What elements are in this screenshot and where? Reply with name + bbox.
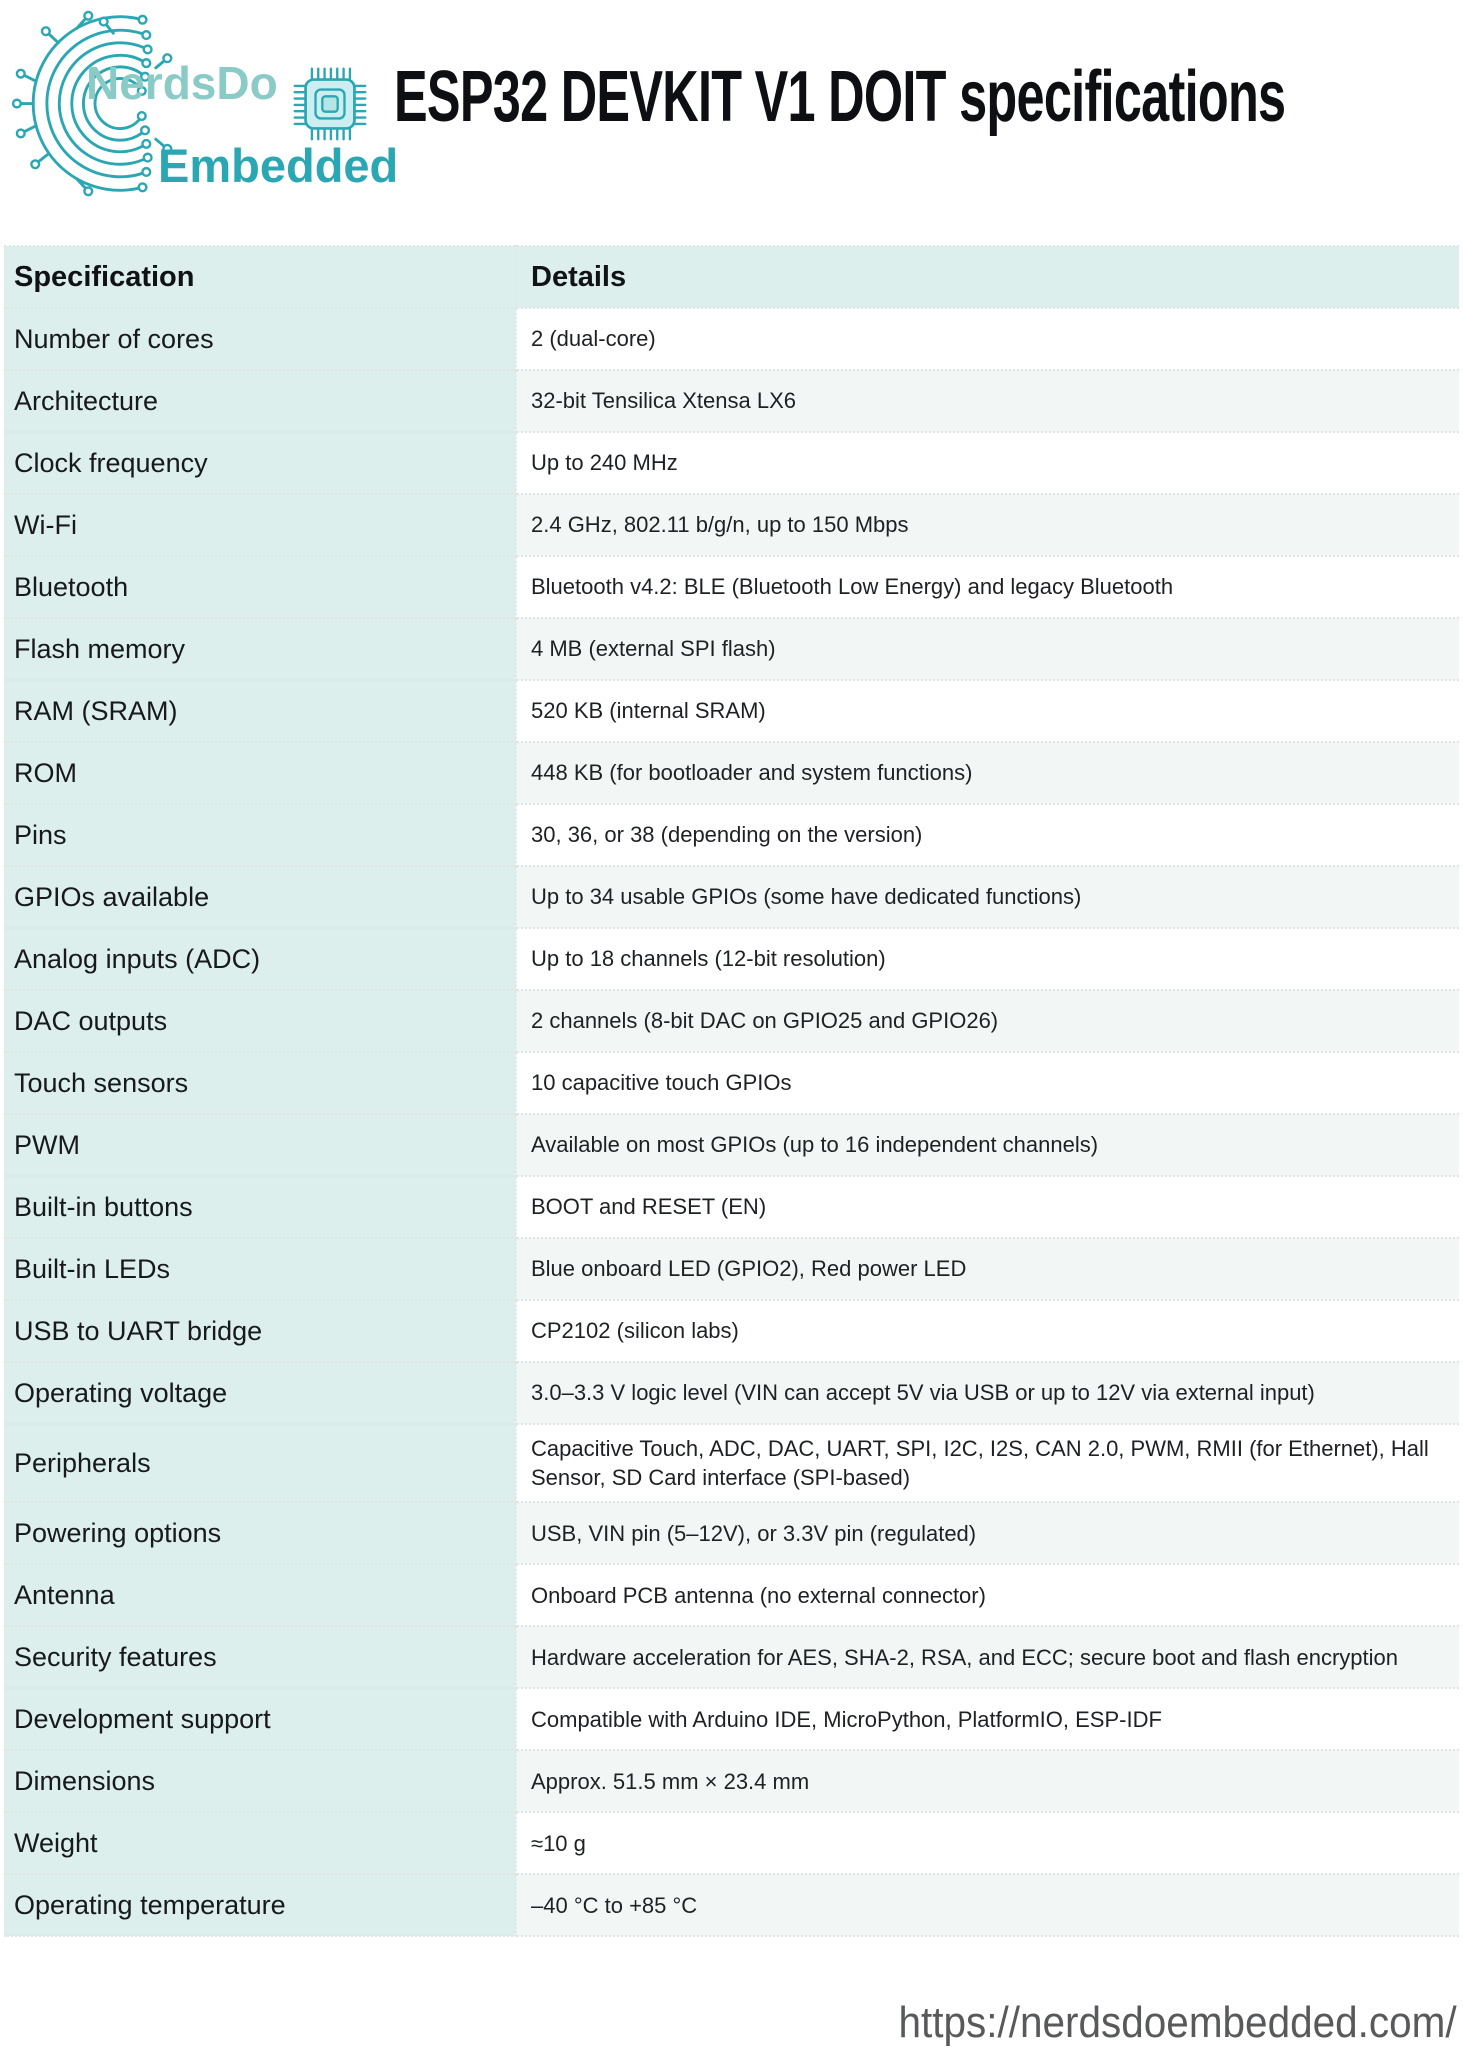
details-cell: Onboard PCB antenna (no external connector) <box>516 1564 1459 1626</box>
table-row <box>4 432 1459 494</box>
table-row <box>4 1564 1459 1626</box>
details-cell: Hardware acceleration for AES, SHA-2, RSA, and ECC; secure boot and flash encryption <box>516 1626 1459 1688</box>
table-row <box>4 1626 1459 1688</box>
details-cell: Up to 18 channels (12-bit resolution) <box>516 928 1459 990</box>
table-row <box>4 990 1459 1052</box>
details-cell: 30, 36, or 38 (depending on the version) <box>516 804 1459 866</box>
spec-cell: PWM <box>4 1114 516 1176</box>
spec-cell: USB to UART bridge <box>4 1300 516 1362</box>
brand-name-bottom: Embedded <box>158 139 399 192</box>
table-row <box>4 1300 1459 1362</box>
table-row <box>4 866 1459 928</box>
table-row <box>4 618 1459 680</box>
table-row <box>4 1114 1459 1176</box>
details-cell: 520 KB (internal SRAM) <box>516 680 1459 742</box>
table-row <box>4 308 1459 370</box>
header <box>0 0 1463 245</box>
spec-cell: Antenna <box>4 1564 516 1626</box>
table-row <box>4 1688 1459 1750</box>
details-cell: Up to 240 MHz <box>516 432 1459 494</box>
table-row <box>4 1750 1459 1812</box>
details-cell: 448 KB (for bootloader and system functions) <box>516 742 1459 804</box>
table-row <box>4 1176 1459 1238</box>
spec-cell: Operating temperature <box>4 1874 516 1936</box>
details-cell: 2 (dual-core) <box>516 308 1459 370</box>
microchip-icon <box>292 66 368 142</box>
table-row <box>4 742 1459 804</box>
spec-cell: Touch sensors <box>4 1052 516 1114</box>
details-cell: Up to 34 usable GPIOs (some have dedicated functions) <box>516 866 1459 928</box>
details-cell: Compatible with Arduino IDE, MicroPython, PlatformIO, ESP-IDF <box>516 1688 1459 1750</box>
table-row <box>4 804 1459 866</box>
spec-table-head <box>4 246 1459 308</box>
table-row <box>4 1812 1459 1874</box>
details-cell: Capacitive Touch, ADC, DAC, UART, SPI, I2C, I2S, CAN 2.0, PWM, RMII (for Ethernet), Hall Sensor, SD Card interface (SPI-based) <box>516 1424 1459 1502</box>
header-row <box>4 246 1459 308</box>
spec-table-body <box>4 308 1459 1936</box>
spec-cell: RAM (SRAM) <box>4 680 516 742</box>
page-title: ESP32 DEVKIT V1 DOIT specifications <box>394 57 1286 137</box>
details-cell: –40 °C to +85 °C <box>516 1874 1459 1936</box>
spec-cell: ROM <box>4 742 516 804</box>
column-header-specification: Specification <box>4 246 516 308</box>
details-cell: ≈10 g <box>516 1812 1459 1874</box>
details-cell: Available on most GPIOs (up to 16 independent channels) <box>516 1114 1459 1176</box>
details-cell: 32-bit Tensilica Xtensa LX6 <box>516 370 1459 432</box>
details-cell: BOOT and RESET (EN) <box>516 1176 1459 1238</box>
table-row <box>4 680 1459 742</box>
column-header-details: Details <box>516 246 1459 308</box>
details-cell: CP2102 (silicon labs) <box>516 1300 1459 1362</box>
spec-cell: DAC outputs <box>4 990 516 1052</box>
table-row <box>4 1238 1459 1300</box>
table-row <box>4 1052 1459 1114</box>
spec-cell: Built-in buttons <box>4 1176 516 1238</box>
spec-cell: Dimensions <box>4 1750 516 1812</box>
details-cell: 4 MB (external SPI flash) <box>516 618 1459 680</box>
spec-cell: Analog inputs (ADC) <box>4 928 516 990</box>
table-row <box>4 928 1459 990</box>
table-row <box>4 1874 1459 1936</box>
details-cell: Approx. 51.5 mm × 23.4 mm <box>516 1750 1459 1812</box>
spec-cell: Operating voltage <box>4 1362 516 1424</box>
spec-cell: Powering options <box>4 1502 516 1564</box>
table-row <box>4 556 1459 618</box>
details-cell: 2 channels (8-bit DAC on GPIO25 and GPIO26) <box>516 990 1459 1052</box>
details-cell: Bluetooth v4.2: BLE (Bluetooth Low Energy) and legacy Bluetooth <box>516 556 1459 618</box>
spec-cell: Development support <box>4 1688 516 1750</box>
details-cell: 2.4 GHz, 802.11 b/g/n, up to 150 Mbps <box>516 494 1459 556</box>
spec-cell: Weight <box>4 1812 516 1874</box>
spec-cell: Clock frequency <box>4 432 516 494</box>
details-cell: 10 capacitive touch GPIOs <box>516 1052 1459 1114</box>
spec-cell: Architecture <box>4 370 516 432</box>
spec-cell: Pins <box>4 804 516 866</box>
details-cell: Blue onboard LED (GPIO2), Red power LED <box>516 1238 1459 1300</box>
table-row <box>4 494 1459 556</box>
table-row <box>4 1424 1459 1502</box>
details-cell: 3.0–3.3 V logic level (VIN can accept 5V via USB or up to 12V via external input) <box>516 1362 1459 1424</box>
site-url-link[interactable]: https://nerdsdoembedded.com/ <box>898 1998 1457 2047</box>
spec-cell: Wi-Fi <box>4 494 516 556</box>
spec-cell: Flash memory <box>4 618 516 680</box>
table-row <box>4 370 1459 432</box>
spec-cell: GPIOs available <box>4 866 516 928</box>
spec-cell: Peripherals <box>4 1424 516 1502</box>
table-row <box>4 1502 1459 1564</box>
details-cell: USB, VIN pin (5–12V), or 3.3V pin (regulated) <box>516 1502 1459 1564</box>
brand-name-top: NerdsDo <box>86 57 278 109</box>
spec-table <box>4 245 1459 1937</box>
table-row <box>4 1362 1459 1424</box>
spec-cell: Bluetooth <box>4 556 516 618</box>
spec-cell: Number of cores <box>4 308 516 370</box>
spec-cell: Built-in LEDs <box>4 1238 516 1300</box>
spec-cell: Security features <box>4 1626 516 1688</box>
